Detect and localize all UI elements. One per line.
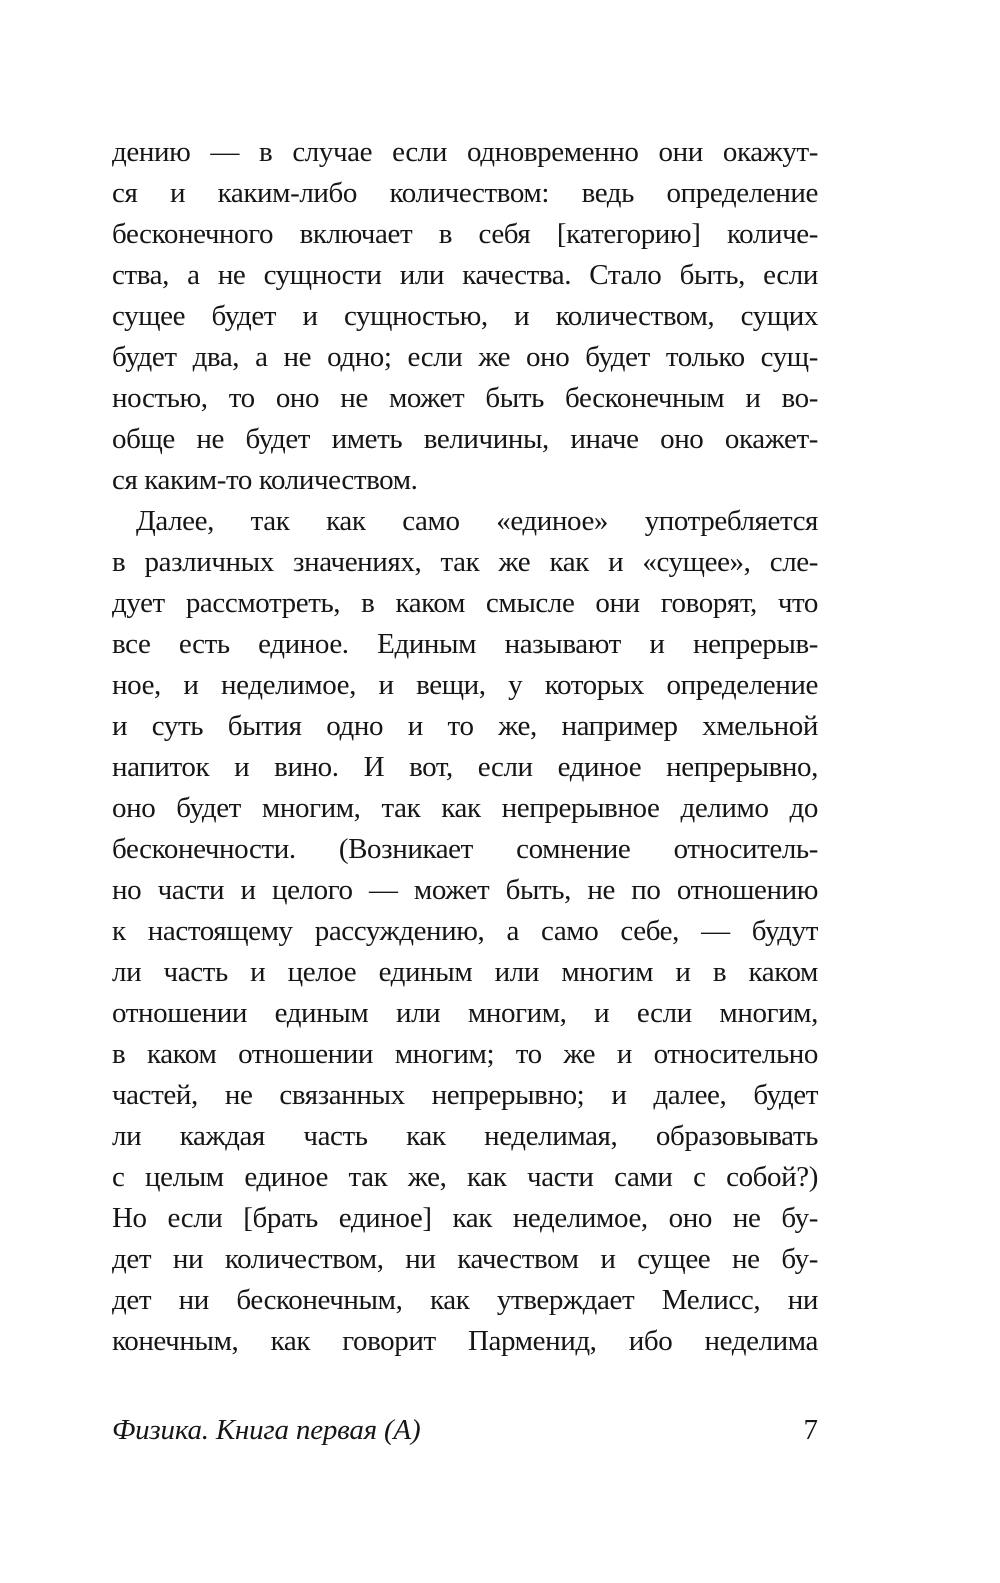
text-line: Но если [брать единое] как неделимое, оно не бу-: [112, 1202, 818, 1234]
text-line: дет ни бесконечным, как утверждает Мелисс, ни: [112, 1284, 818, 1316]
text-line: бесконечности. (Возникает сомнение относитель-: [112, 833, 818, 865]
text-line: ся и каким-либо количеством: ведь определение: [112, 177, 818, 209]
text-line: напиток и вино. И вот, если единое непрерывно,: [112, 751, 818, 783]
text-line: обще не будет иметь величины, иначе оно окажет-: [112, 423, 818, 455]
text-line: ностью, то оно не может быть бесконечным и во-: [112, 382, 818, 414]
text-line: ли каждая часть как неделимая, образовывать: [112, 1120, 818, 1152]
text-line: дет ни количеством, ни качеством и сущее не бу-: [112, 1243, 818, 1275]
text-line: дует рассмотреть, в каком смысле они говорят, что: [112, 587, 818, 619]
text-line: ся каким-то количеством.: [112, 464, 418, 496]
page-number: 7: [803, 1414, 818, 1446]
text-line: с целым единое так же, как части сами с собой?): [112, 1161, 818, 1193]
text-line: в различных значениях, так же как и «сущее», сле-: [112, 546, 818, 578]
text-line: в каком отношении многим; то же и относительно: [112, 1038, 818, 1070]
text-line: и суть бытия одно и то же, например хмельной: [112, 710, 818, 742]
text-line: отношении единым или многим, и если многим,: [112, 997, 818, 1029]
text-line: оно будет многим, так как непрерывное делимо до: [112, 792, 818, 824]
text-line: сущее будет и сущностью, и количеством, сущих: [112, 300, 818, 332]
text-line: конечным, как говорит Парменид, ибо неделима: [112, 1325, 818, 1357]
page-footer: [112, 1410, 818, 1451]
running-title: Физика. Книга первая (А): [112, 1414, 421, 1446]
text-line: ное, и неделимое, и вещи, у которых определение: [112, 669, 818, 701]
text-line: ства, а не сущности или качества. Стало быть, если: [112, 259, 818, 291]
text-line: но части и целого — может быть, не по отношению: [112, 874, 818, 906]
text-line: дению — в случае если одновременно они окажут-: [112, 136, 818, 168]
text-line: бесконечного включает в себя [категорию] количе-: [112, 218, 818, 250]
text-line: к настоящему рассуждению, а само себе, — будут: [112, 915, 818, 947]
text-line: будет два, а не одно; если же оно будет только сущ-: [112, 341, 818, 373]
body-text: [112, 132, 818, 1362]
text-line: Далее, так как само «единое» употребляется: [136, 505, 818, 537]
text-line: ли часть и целое единым или многим и в каком: [112, 956, 818, 988]
text-line: все есть единое. Единым называют и непрерыв-: [112, 628, 818, 660]
text-line: частей, не связанных непрерывно; и далее, будет: [112, 1079, 818, 1111]
